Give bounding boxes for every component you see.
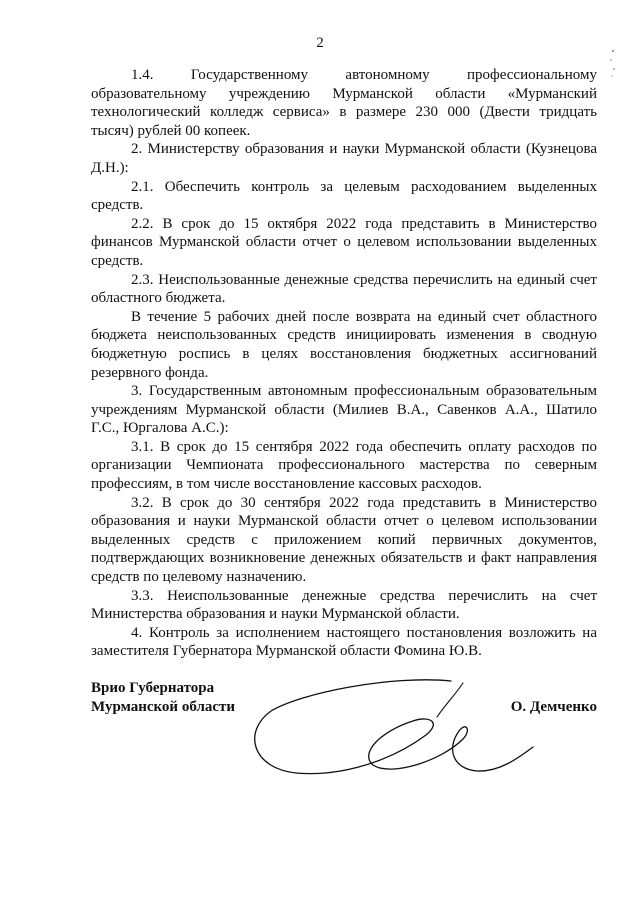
document-body xyxy=(91,66,597,661)
paragraph-3-2: 3.2. В срок до 30 сентября 2022 года представить в Министерство образования и науки Мурманской области отчет о целевом использовании выделенных средств с приложением копий первичных документов, подтверждающих возникновение денежных обязательств и факт направления средств по целевому назначению. xyxy=(91,494,597,586)
signature-block xyxy=(91,679,597,779)
signer-title-line-2: Мурманской области xyxy=(91,698,236,715)
paragraph-4: 4. Контроль за исполнением настоящего постановления возложить на заместителя Губернатора Мурманской области Фомина Ю.В. xyxy=(91,624,597,660)
paragraph-1-4: 1.4. Государственному автономному профессиональному образовательному учреждению Мурманской области «Мурманский технологический колледж сервиса» в размере 230 000 (Двести тридцать тысяч) рублей 00 копеек. xyxy=(91,67,597,139)
paragraph-3-1: 3.1. В срок до 15 сентября 2022 года обеспечить оплату расходов по организации Чемпионата профессионального мастерства по северным профессиям, в том числе восстановление кассовых расходов. xyxy=(91,438,597,493)
paragraph-2: 2. Министерству образования и науки Мурманской области (Кузнецова Д.Н.): xyxy=(91,141,597,176)
paragraph-3-3: 3.3. Неиспользованные денежные средства перечислить на счет Министерства образования и науки Мурманской области. xyxy=(91,587,597,623)
paragraph-3: 3. Государственным автономным профессиональным образовательным учреждениям Мурманской области (Милиев В.А., Савенков А.А., Шатило Г.С., Юргалова А.С.): xyxy=(91,383,597,437)
signer-title-line-1: Врио Губернатора xyxy=(91,680,215,696)
page-number: 2 xyxy=(316,35,324,51)
margin-mark xyxy=(606,48,620,78)
paragraph-2-2: 2.2. В срок до 15 октября 2022 года представить в Министерство финансов Мурманской области отчет о целевом использовании выделенных средств. xyxy=(91,215,597,269)
handwritten-signature xyxy=(241,673,541,788)
signer-title xyxy=(91,679,235,716)
paragraph-2-1: 2.1. Обеспечить контроль за целевым расходованием выделенных средств. xyxy=(91,178,597,214)
paragraph-2-3: 2.3. Неиспользованные денежные средства перечислить на единый счет областного бюджета. xyxy=(91,271,597,307)
paragraph-2-3-extra: В течение 5 рабочих дней после возврата на единый счет областного бюджета неиспользованных средств инициировать изменения в сводную бюджетную роспись в целях восстановления бюджетных ассигнований резервного фонда. xyxy=(91,308,597,381)
signer-name: О. Демченко xyxy=(510,698,597,715)
